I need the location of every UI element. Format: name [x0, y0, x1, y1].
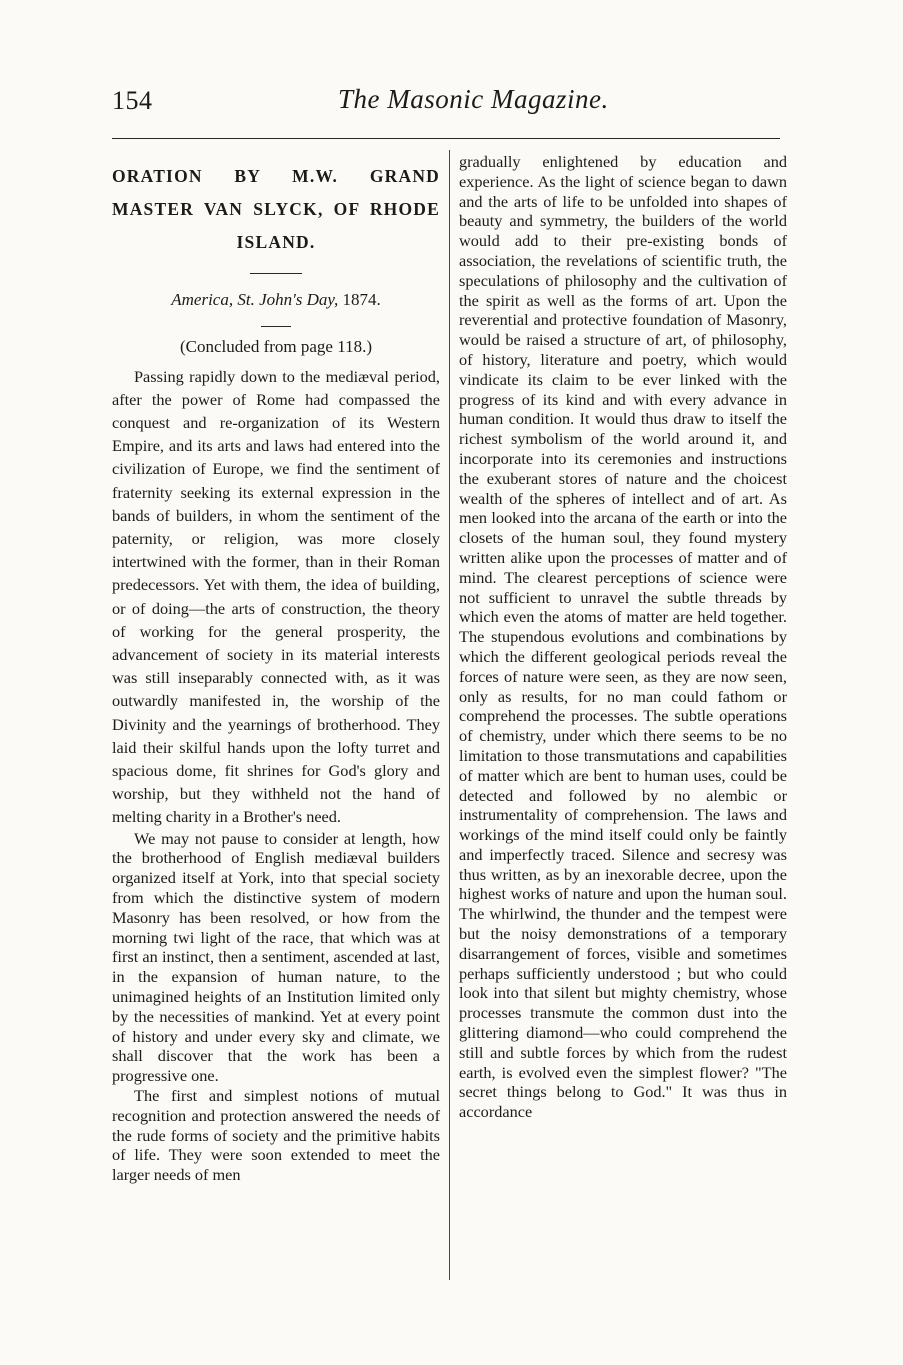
paragraph-3: The first and simplest notions of mutual recognition and protection answered the needs of the rude forms of society and the primitive habits of life. They were soon extended to meet the larger needs of men — [112, 1086, 440, 1185]
right-column — [459, 152, 787, 1122]
article-title: ORATION BY M.W. GRAND MASTER VAN SLYCK, OF RHODE ISLAND. — [112, 166, 440, 252]
column-divider — [449, 150, 450, 1280]
dateline-year: 1874. — [342, 290, 381, 309]
header-rule — [112, 138, 780, 139]
title-divider — [250, 273, 302, 274]
page-number: 154 — [112, 86, 153, 115]
dateline-text: America, St. John's Day, — [171, 290, 339, 309]
running-title: The Masonic Magazine. — [338, 84, 609, 114]
dateline — [112, 290, 440, 310]
dateline-divider — [261, 326, 291, 327]
concluded-note: (Concluded from page 118.) — [180, 336, 372, 356]
left-column — [112, 148, 440, 1185]
paragraph-2: We may not pause to consider at length, how the brotherhood of English mediæval builders organized itself at York, into that special society from which the distinctive system of modern Masonry has been resolved, or how from the morning twi light of the race, that which was at first an instinct, then a sentiment, ascended at last, in the expansion of human nature, to the unimagined heights of an Institution limited only by the necessities of mankind. Yet at every point of history and under every sky and climate, we shall discover that the work has been a progressive one. — [112, 828, 440, 1086]
paragraph-1: Passing rapidly down to the mediæval period, after the power of Rome had compassed the conquest and re-organization of its Western Empire, and its arts and laws had entered into the civilization of Europe, we find the sentiment of fraternity seeking its external expression in the bands of builders, in whom the sentiment of the paternity, or religion, was more closely intertwined with the former, than in their Roman predecessors. Yet with them, the idea of building, or of doing—the arts of construction, the theory of working for the general prosperity, the advancement of society in its material interests was still inseparably connected with, as it was outwardly manifested in, the worship of the Divinity and the yearnings of brotherhood. They laid their skilful hands upon the lofty turret and spacious dome, fit shrines for God's glory and worship, but they withheld not the hand of melting charity in a Brother's need. — [112, 366, 440, 827]
paragraph-3-continued: gradually enlightened by education and experience. As the light of science began to dawn and the arts of life to be unfolded into shapes of beauty and symmetry, the builders of the world would add to their pre-existing bonds of association, the revelations of scientific truth, the speculations of philosophy and the cultivation of the spirit as well as the forms of art. Upon the reverential and protective foundation of Masonry, would be raised a structure of art, of philosophy, of history, literature and poetry, which would vindicate its claim to be ever linked with the progress of its kind and with every advance in human condition. It would thus draw to itself the richest symbolism of the world around it, and incorporate into its ceremonies and instructions the exuberant stores of nature and the choicest wealth of the spheres of intellect and of art. As men looked into the arcana of the earth or into the closets of the human soul, they found mystery written alike upon the processes of matter and of mind. The clearest perceptions of science were not sufficient to unravel the subtle threads by which even the atoms of matter are held together. The stupendous evolutions and combinations by which the different geological periods reveal the forces of nature were seen, as they are now seen, only as results, for no man could fathom or comprehend the processes. The subtle operations of chemistry, under which there seems to be no limitation to those transmutations and capabilities of matter which are bent to human uses, could be detected and followed by no alembic or instrumentality of comprehension. The laws and workings of the mind itself could only be faintly and imperfectly traced. Silence and secresy was thus written, as by an inexorable decree, upon the highest works of nature and upon the human soul. The whirlwind, the thunder and the tempest were but the noisy demonstrations of a temporary disarrangement of forces, visible and sometimes perhaps sufficiently understood ; but who could look into that silent but mighty chemistry, whose processes transmute the common dust into the glittering diamond—who could comprehend the still and subtle forces by which from the rudest earth, is evolved even the simplest flower? "The secret things belong to God." It was thus in accordance — [459, 152, 787, 1122]
